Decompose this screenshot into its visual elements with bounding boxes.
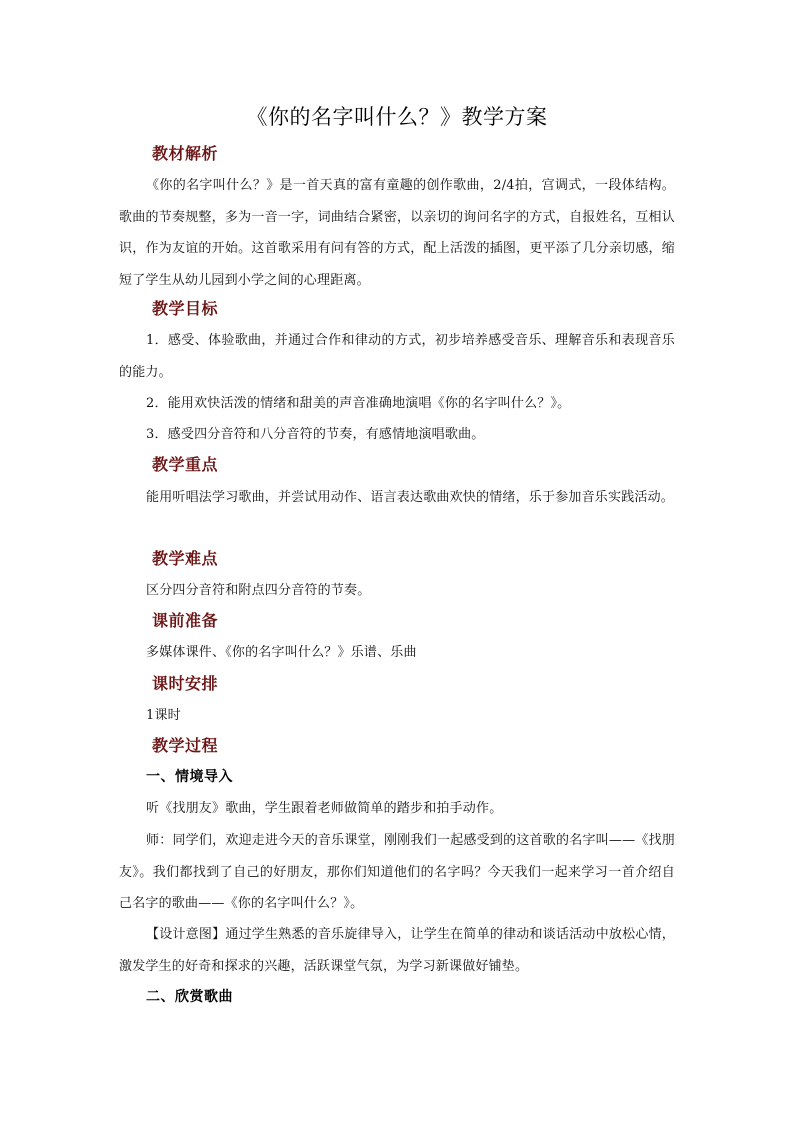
subheading-step2: 二、欣赏歌曲 xyxy=(146,989,233,1005)
goal-item-2: 2．能用欢快活泼的情绪和甜美的声音准确地演唱《你的名字叫什么？》。 xyxy=(146,396,571,411)
heading-key-points: 教学重点 xyxy=(152,455,219,474)
heading-analysis: 教材解析 xyxy=(152,144,219,163)
paragraph-schedule: 1课时 xyxy=(146,708,181,723)
paragraph-key-points: 能用听唱法学习歌曲，并尝试用动作、语言表达歌曲欢快的情绪，乐于参加音乐实践活动。 xyxy=(146,490,675,505)
paragraph-difficulties: 区分四分音符和附点四分音符的节奏。 xyxy=(146,583,371,598)
heading-process: 教学过程 xyxy=(152,736,219,755)
subheading-step1: 一、情境导入 xyxy=(146,769,233,785)
document-title: 《你的名字叫什么？》教学方案 xyxy=(246,105,548,129)
heading-preparation: 课前准备 xyxy=(152,611,219,630)
paragraph-step1-design: 【设计意图】通过学生熟悉的音乐旋律导入，让学生在简单的律动和谈话活动中放松心情，激发学生的好奇和探求的兴趣，活跃课堂气氛，为学习新课做好铺垫。 xyxy=(119,927,675,974)
paragraph-step1-teacher: 师：同学们，欢迎走进今天的音乐课堂，刚刚我们一起感受到的这首歌的名字叫——《找朋友》。我们都找到了自己的好朋友，那你们知道他们的名字吗？今天我们一起来学习一首介绍自己名字的歌曲——《你的名字叫什么？》。 xyxy=(119,833,675,911)
heading-schedule: 课时安排 xyxy=(152,674,219,693)
goal-item-1: 1．感受、体验歌曲，并通过合作和律动的方式，初步培养感受音乐、理解音乐和表现音乐的能力。 xyxy=(119,333,675,380)
heading-difficulties: 教学难点 xyxy=(152,549,219,568)
heading-goals: 教学目标 xyxy=(152,299,219,318)
paragraph-preparation: 多媒体课件、《你的名字叫什么？》乐谱、乐曲 xyxy=(146,645,417,660)
paragraph-step1-intro: 听《找朋友》歌曲，学生跟着老师做简单的踏步和拍手动作。 xyxy=(146,801,503,816)
paragraph-analysis: 《你的名字叫什么？》是一首天真的富有童趣的创作歌曲，2/4拍，宫调式，一段体结构。歌曲的节奏规整，多为一音一字，词曲结合紧密，以亲切的询问名字的方式，自报姓名，互相认识，作为友谊的开始。这首歌采用有问有答的方式，配上活泼的插图，更平添了几分亲切感，缩短了学生从幼儿园到小学之间的心理距离。 xyxy=(119,178,675,288)
goal-item-3: 3．感受四分音符和八分音符的节奏，有感情地演唱歌曲。 xyxy=(146,427,485,442)
